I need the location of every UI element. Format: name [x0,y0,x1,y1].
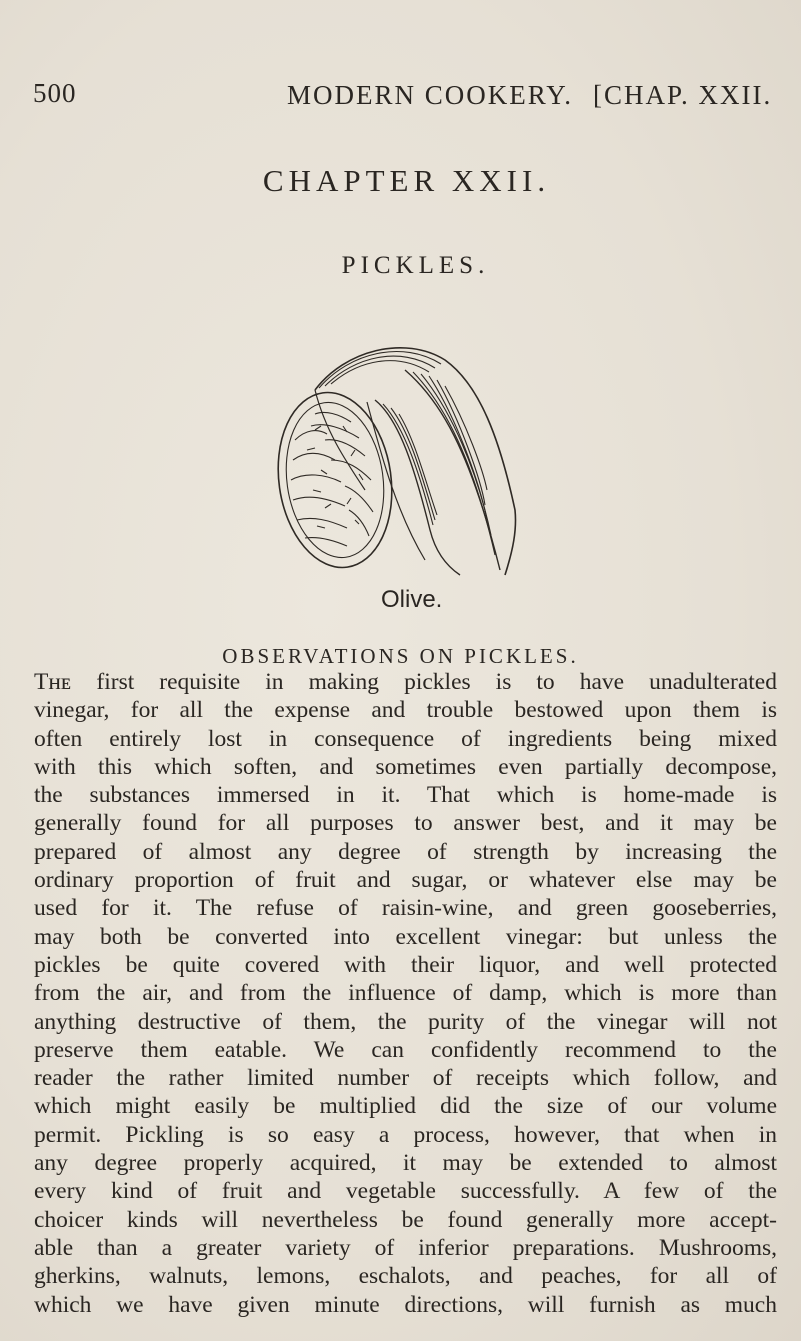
text-line: ordinary proportion of fruit and sugar, or whatever else may be [34,867,777,894]
running-head [33,78,773,112]
text-line: reader the rather limited number of receipts which follow, and [34,1065,777,1092]
chapter-reference: [CHAP. XXII. [593,80,773,110]
text-line: vinegar, for all the expense and trouble bestowed upon them is [34,697,777,724]
text-line: pickles be quite covered with their liquor, and well protected [34,951,777,978]
text-line: which might easily be multiplied did the size of our volume [34,1093,777,1120]
text-line: gherkins, walnuts, lemons, eschalots, and peaches, for all of [34,1263,777,1290]
section-title: PICKLES. [341,252,490,279]
text-line: from the air, and from the influence of damp, which is more than [34,980,777,1007]
text-line: every kind of fruit and vegetable successfully. A few of the [34,1178,777,1205]
text-line: with this which soften, and sometimes even partially decompose, [34,753,777,780]
text-line: used for it. The refuse of raisin-wine, and green gooseberries, [34,895,777,922]
observations-heading: OBSERVATIONS ON PICKLES. [222,644,579,668]
text-line: any degree properly acquired, it may be extended to almost [34,1150,777,1177]
text-line: the substances immersed in it. That which is home-made is [34,782,777,809]
text-line: often entirely lost in consequence of ingredients being mixed [34,725,777,752]
text-line: preserve them eatable. We can confidently recommend to the [34,1036,777,1063]
text-line: which we have given minute directions, will furnish as much [34,1291,777,1318]
text-line: prepared of almost any degree of strength by increasing the [34,838,777,865]
figure-caption: Olive. [381,586,443,613]
text-line: may both be converted into excellent vinegar: but unless the [34,923,777,950]
text-line: generally found for all purposes to answer best, and it may be [34,810,777,837]
text-line: Tʜᴇ first requisite in making pickles is to have unadulterated [34,669,777,695]
text-line: able than a greater variety of inferior preparations. Mushrooms, [34,1234,777,1261]
book-title: MODERN COOKERY. [287,80,574,110]
body-paragraph [34,668,777,1319]
text-line: choicer kinds will nevertheless be found generally more accept- [34,1206,777,1233]
text-line: anything destructive of them, the purity of the vinegar will not [34,1008,777,1035]
text-line: permit. Pickling is so easy a process, however, that when in [34,1121,777,1148]
olive-illustration [255,330,520,590]
chapter-title: CHAPTER XXII. [262,163,551,198]
page-number: 500 [33,78,77,108]
